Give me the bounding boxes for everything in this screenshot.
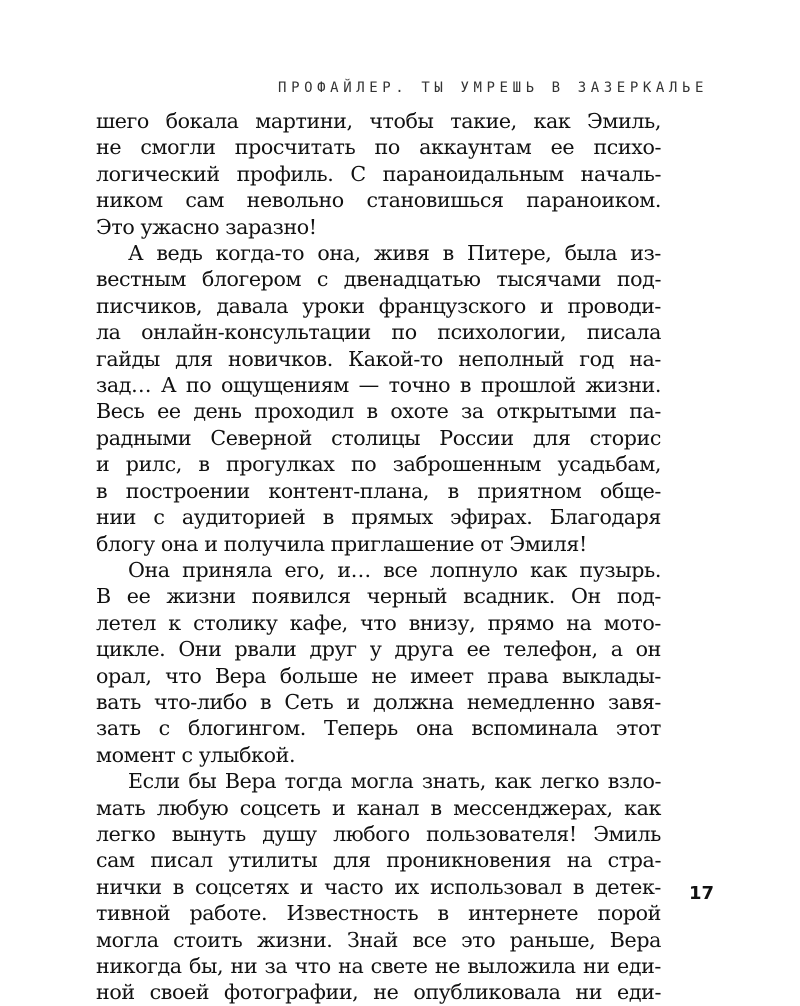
text-line: писчиков, давала уроки французского и проводи- <box>96 293 661 318</box>
text-line: летел к столику кафе, что внизу, прямо на мото- <box>96 610 661 635</box>
text-line: нии с аудиторией в прямых эфирах. Благодаря <box>96 505 661 530</box>
text-line: вестным блогером с двенадцатью тысячами под- <box>96 267 661 292</box>
text-line: момент с улыбкой. <box>96 742 296 767</box>
text-line: Весь ее день проходил в охоте за открытыми па- <box>96 399 661 424</box>
text-line: зать с блогингом. Теперь она вспоминала этот <box>96 716 661 741</box>
text-line: сам писал утилиты для проникновения на стра- <box>96 848 661 873</box>
text-line: цикле. Они рвали друг у друга ее телефон, а он <box>96 637 661 662</box>
text-line: радными Северной столицы России для сторис <box>96 425 661 450</box>
body-text <box>96 108 661 1006</box>
text-line: легко вынуть душу любого пользователя! Эмиль <box>96 821 661 846</box>
text-line: ла онлайн-консультации по психологии, писала <box>96 320 661 345</box>
text-line: мать любую соцсеть и канал в мессенджерах, как <box>96 795 661 820</box>
text-line: Если бы Вера тогда могла знать, как легко взло- <box>128 769 661 794</box>
page-number: 17 <box>689 883 715 904</box>
text-line: не смогли просчитать по аккаунтам ее психо- <box>96 135 661 160</box>
text-line: ником сам невольно становишься параноиком. <box>96 188 661 213</box>
text-line: в построении контент-плана, в приятном обще- <box>96 478 661 503</box>
text-line: гайды для новичков. Какой-то неполный год на- <box>96 346 661 371</box>
text-line: логический профиль. С параноидальным началь- <box>96 161 661 186</box>
text-line: зад… А по ощущениям — точно в прошлой жизни. <box>96 373 661 398</box>
running-header: ПРОФАЙЛЕР. ТЫ УМРЕШЬ В ЗАЗЕРКАЛЬЕ <box>278 80 708 96</box>
text-line: В ее жизни появился черный всадник. Он под- <box>96 584 661 609</box>
text-line: шего бокала мартини, чтобы такие, как Эмиль, <box>96 109 661 133</box>
text-line: Это ужасно заразно! <box>96 214 317 239</box>
text-line: орал, что Вера больше не имеет права выклады- <box>96 663 661 688</box>
text-line: нички в соцсетях и часто их использовал в детек- <box>96 874 661 899</box>
text-line: тивной работе. Известность в интернете порой <box>96 901 661 926</box>
text-line: и рилс, в прогулках по заброшенным усадьбам, <box>96 452 661 477</box>
text-line: блогу она и получила приглашение от Эмиля! <box>96 531 587 556</box>
text-line: могла стоить жизни. Знай все это раньше, Вера <box>96 927 661 952</box>
text-line: ной своей фотографии, не опубликовала ни еди- <box>96 980 661 1005</box>
text-line: А ведь когда-то она, живя в Питере, была из- <box>128 241 661 266</box>
text-line: Она приняла его, и… все лопнуло как пузырь. <box>128 557 661 582</box>
text-line: вать что-либо в Сеть и должна немедленно завя- <box>96 689 661 714</box>
text-line: никогда бы, ни за что на свете не выложила ни еди- <box>96 954 661 978</box>
